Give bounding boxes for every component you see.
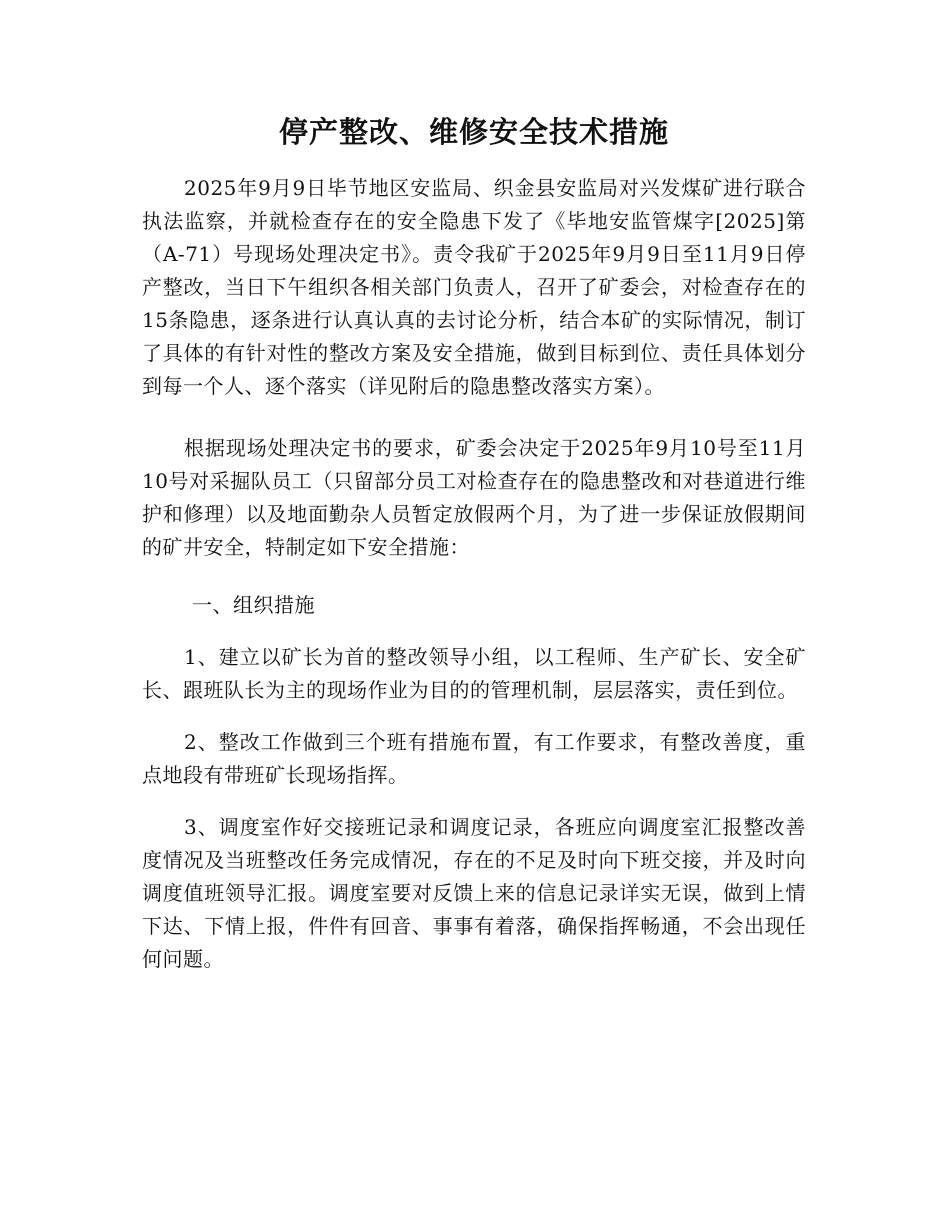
measure-item-2: 2、整改工作做到三个班有措施布置，有工作要求，有整改善度，重点地段有带班矿长现场指挥。 bbox=[142, 730, 806, 787]
document-title: 停产整改、维修安全技术措施 bbox=[278, 115, 669, 149]
section-heading-organization: 一、组织措施 bbox=[192, 593, 315, 617]
measure-item-1: 1、建立以矿长为首的整改领导小组，以工程师、生产矿长、安全矿长、跟班队长为主的现场作业为目的的管理机制，层层落实，责任到位。 bbox=[142, 645, 806, 702]
document-page bbox=[142, 110, 806, 976]
decision-paragraph: 根据现场处理决定书的要求，矿委会决定于2025年9月10号至11月10号对采掘队员工（只留部分员工对检查存在的隐患整改和对巷道进行维护和修理）以及地面勤杂人员暂定放假两个月，为了进一步保证放假期间的矿井安全，特制定如下安全措施： bbox=[142, 436, 806, 559]
measure-item-3: 3、调度室作好交接班记录和调度记录，各班应向调度室汇报整改善度情况及当班整改任务完成情况，存在的不足及时向下班交接，并及时向调度值班领导汇报。调度室要对反馈上来的信息记录详实无误，做到上情下达、下情上报，件件有回音、事事有着落，确保指挥畅通，不会出现任何问题。 bbox=[142, 815, 806, 971]
intro-paragraph: 2025年9月9日毕节地区安监局、织金县安监局对兴发煤矿进行联合执法监察，并就检查存在的安全隐患下发了《毕地安监管煤字[2025]第（A-71）号现场处理决定书》。责令我矿于2025年9月9日至11月9日停产整改，当日下午组织各相关部门负责人，召开了矿委会，对检查存在的15条隐患，逐条进行认真认真的去讨论分析，结合本矿的实际情况，制订了具体的有针对性的整改方案及安全措施，做到目标到位、责任具体划分到每一个人、逐个落实（详见附后的隐患整改落实方案）。 bbox=[142, 176, 806, 398]
